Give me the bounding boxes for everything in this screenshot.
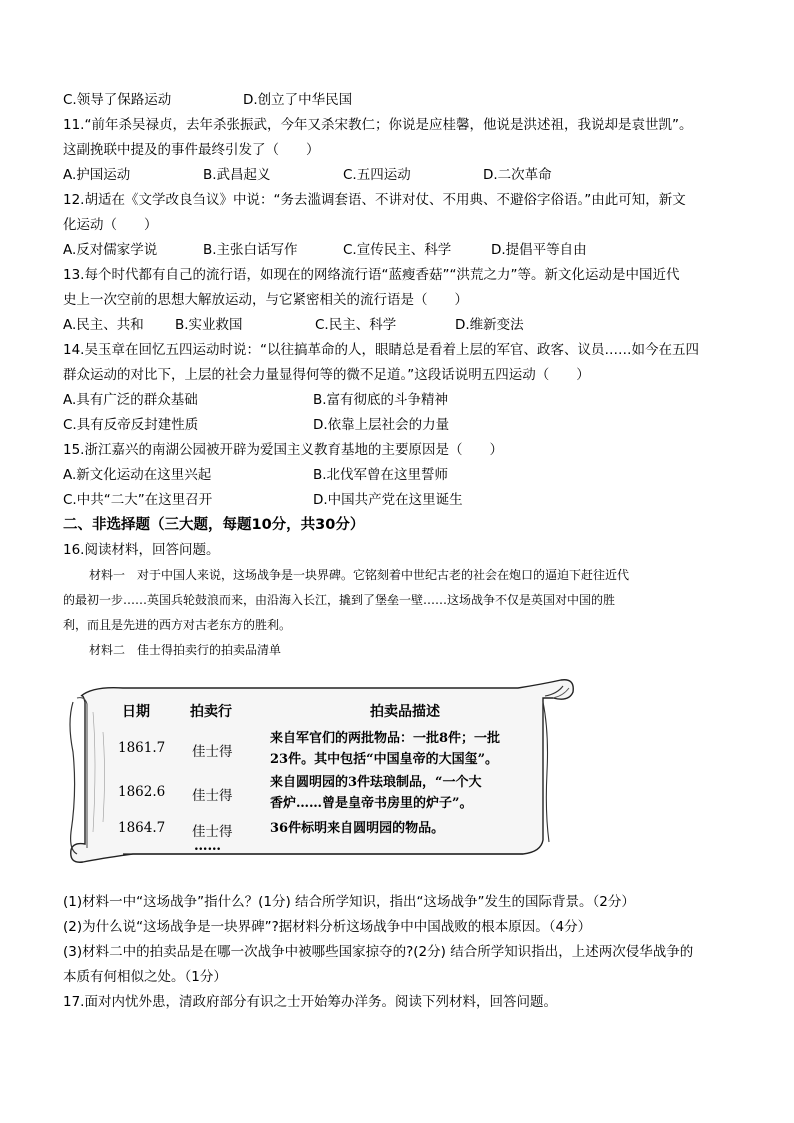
q11-stem-1: 11.“前年杀吴禄贞，去年杀张振武，今年又杀宋教仁；你说是应桂馨，他说是洪述祖，我说却是袁世凯”。 (63, 117, 693, 133)
q12-stem-1: 12.胡适在《文学改良刍议》中说：“务去滥调套语、不讲对仗、不用典、不避俗字俗语。”由此可知，新文 (63, 192, 686, 208)
material-1-line-1: 材料一 对于中国人来说，这场战争是一块界碑。它铭刻着中世纪古老的社会在炮口的逼迫下赶往近代 (89, 568, 630, 582)
row2-date: 1862.6 (118, 784, 166, 800)
option-a: A.具有广泛的群众基础 (63, 392, 198, 408)
row3-desc-line1: 36件标明来自圆明园的物品。 (270, 821, 445, 836)
material-1-line-3: 利，而且是先进的西方对古老东方的胜利。 (63, 618, 292, 632)
option-c: C.具有反帝反封建性质 (63, 417, 199, 433)
option-a: A.新文化运动在这里兴起 (63, 467, 212, 483)
section-title: 二、非选择题（三大题，每题10分，共30分） (63, 517, 365, 533)
q15-stem: 15.浙江嘉兴的南湖公园被开辟为爱国主义教育基地的主要原因是（ ） (63, 442, 503, 458)
row1-date: 1861.7 (118, 740, 166, 756)
option-d: D.中国共产党在这里诞生 (313, 492, 463, 508)
option-a: A.民主、共和 (63, 317, 144, 333)
q12-stem-2: 化运动（ ） (63, 217, 158, 233)
row2-desc-line1: 来自圆明园的3件珐琅制品，“一个大 (270, 775, 482, 790)
q11-options (63, 163, 743, 188)
row1-house: 佳士得 (192, 744, 233, 760)
q11-stem-2: 这副挽联中提及的事件最终引发了（ ） (63, 142, 320, 158)
question-block (63, 88, 743, 663)
row2-desc (270, 772, 560, 814)
q15-options-ab (63, 463, 743, 488)
row2-desc-line2: 香炉……曾是皇帝书房里的炉子”。 (270, 796, 473, 811)
option-d: D.二次革命 (483, 167, 552, 183)
row3-desc (270, 818, 560, 839)
q13-stem-1: 13.每个时代都有自己的流行语，如现在的网络流行语“蓝瘦香菇”“洪荒之力”等。新文化运动是中国近代 (63, 267, 680, 283)
prev-options (63, 88, 743, 113)
option-c: C.领导了保路运动 (63, 92, 172, 108)
q16-sub-3-line-2: 本质有何相似之处。（1分） (63, 969, 227, 985)
option-b: B.主张白话写作 (203, 242, 298, 258)
row3-date: 1864.7 (118, 820, 166, 836)
option-d: D.依靠上层社会的力量 (313, 417, 450, 433)
option-b: B.富有彻底的斗争精神 (313, 392, 449, 408)
row1-desc-line1: 来自军官们的两批物品：一批8件；一批 (270, 731, 501, 746)
option-c: C.宣传民主、科学 (343, 242, 452, 258)
option-a: A.护国运动 (63, 167, 131, 183)
q14-stem-1: 14.吴玉章在回忆五四运动时说：“以往搞革命的人，眼睛总是看着上层的军官、政客、议员……如今在五四 (63, 342, 699, 358)
q12-options (63, 238, 743, 263)
q14-options-cd (63, 413, 743, 438)
header-desc: 拍卖品描述 (370, 704, 440, 720)
option-c: C.五四运动 (343, 167, 411, 183)
option-b: B.武昌起义 (203, 167, 271, 183)
q15-options-cd (63, 488, 743, 513)
option-c: C.中共“二大”在这里召开 (63, 492, 213, 508)
q16-intro: 16.阅读材料，回答问题。 (63, 542, 220, 558)
q14-stem-2: 群众运动的对比下，上层的社会力量显得何等的微不足道。”这段话说明五四运动（ ） (63, 367, 590, 383)
option-b: B.实业救国 (175, 317, 243, 333)
row1-desc-line2: 23件。其中包括“中国皇帝的大国玺”。 (270, 752, 499, 767)
q16-sub-2: (2)为什么说“这场战争是一块界碑”?据材料分析这场战争中中国战败的根本原因。（4分） (63, 919, 592, 935)
q17-stem: 17.面对内忧外患，清政府部分有识之士开始筹办洋务。阅读下列材料，回答问题。 (63, 994, 557, 1010)
material-2-title: 材料二 佳士得拍卖行的拍卖品清单 (89, 643, 282, 657)
header-date: 日期 (122, 704, 150, 720)
row1-desc (270, 728, 560, 770)
q16-sub-3-line-1: (3)材料二中的拍卖品是在哪一次战争中被哪些国家掠夺的?(2分) 结合所学知识指出，上述两次侵华战争的 (63, 944, 694, 960)
option-d: D.维新变法 (455, 317, 524, 333)
option-c: C.民主、科学 (315, 317, 397, 333)
option-d: D.提倡平等自由 (491, 242, 587, 258)
option-b: B.北伐军曾在这里誓师 (313, 467, 449, 483)
option-d: D.创立了中华民国 (243, 92, 353, 108)
option-a: A.反对儒家学说 (63, 242, 158, 258)
q13-stem-2: 史上一次空前的思想大解放运动，与它紧密相关的流行语是（ ） (63, 292, 468, 308)
table-ellipsis: …… (194, 838, 221, 854)
q13-options (63, 313, 743, 338)
material-1-line-2: 的最初一步……英国兵轮鼓浪而来，由沿海入长江，撬到了堡垒一壁……这场战争不仅是英国对中国的胜 (63, 593, 616, 607)
sub-questions (63, 890, 743, 1015)
row3-house: 佳士得 (192, 824, 233, 840)
row2-house: 佳士得 (192, 788, 233, 804)
header-house: 拍卖行 (190, 704, 232, 720)
q14-options-ab (63, 388, 743, 413)
q16-sub-1: (1)材料一中“这场战争”指什么？(1分) 结合所学知识，指出“这场战争”发生的国际背景。（2分） (63, 894, 635, 910)
